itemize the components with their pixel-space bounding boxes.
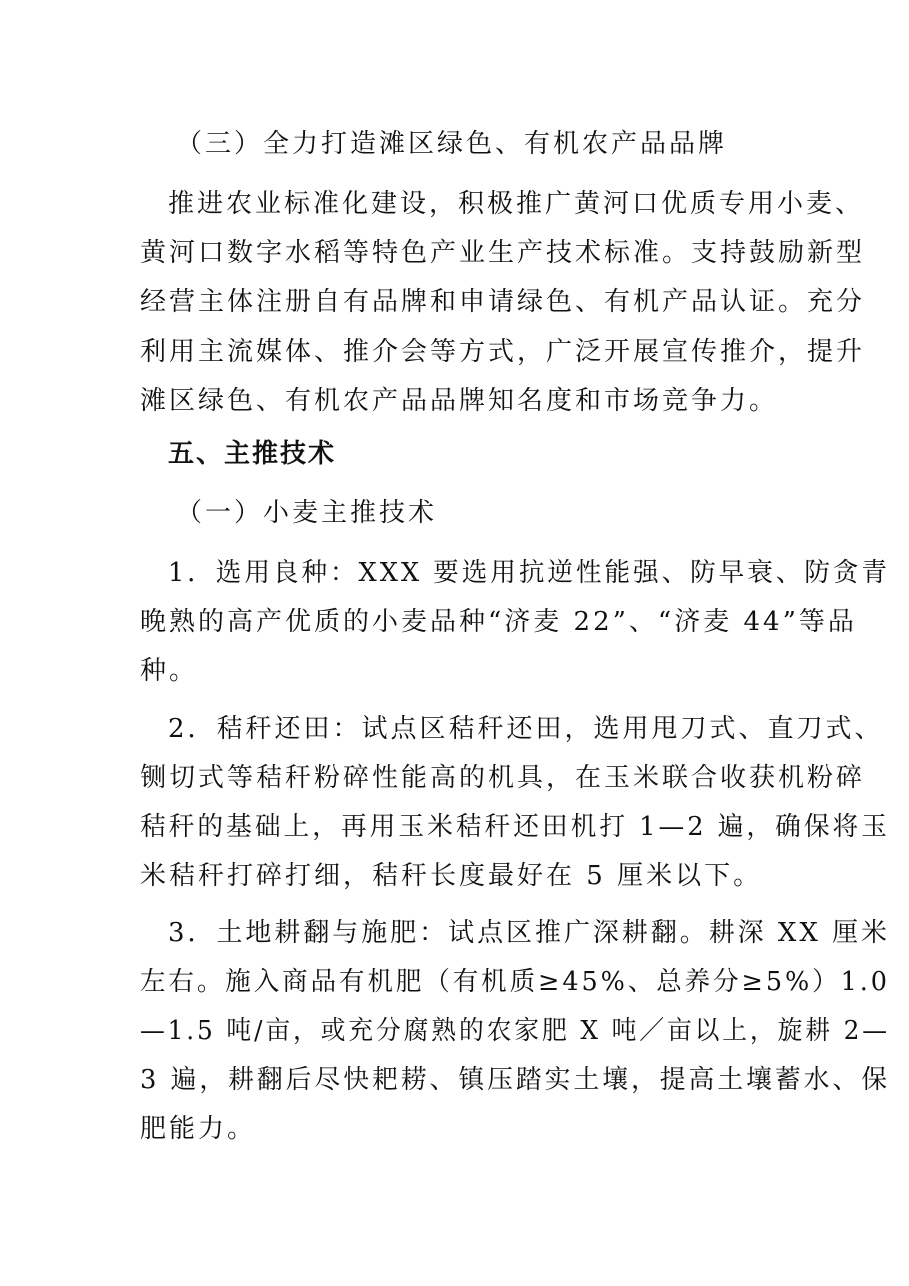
paragraph-line: 滩区绿色、有机农产品品牌知名度和市场竞争力。 — [140, 386, 779, 416]
paragraph-line: 黄河口数字水稻等特色产业生产技术标准。支持鼓励新型 — [140, 238, 866, 268]
paragraph-line: 种。 — [140, 656, 199, 686]
section-heading-3 — [0, 124, 909, 164]
paragraph-line: 3．土地耕翻与施肥：试点区推广深耕翻。耕深 XX 厘米 — [168, 918, 891, 948]
paragraph-line: 3 遍，耕翻后尽快耙耢、镇压踏实土壤，提高土壤蓄水、保 — [140, 1065, 890, 1095]
paragraph-line: 晚熟的高产优质的小麦品种“济麦 22”、“济麦 44”等品 — [140, 607, 857, 637]
paragraph-line: 2．秸秆还田：试点区秸秆还田，选用甩刀式、直刀式、 — [168, 714, 884, 744]
chapter-heading-5-text: 五、主推技术 — [168, 439, 337, 469]
paragraph-line: 经营主体注册自有品牌和申请绿色、有机产品认证。充分 — [140, 287, 866, 317]
paragraph-line: 1．选用良种：XXX 要选用抗逆性能强、防早衰、防贪青 — [168, 558, 890, 588]
paragraph-line: —1.5 吨/亩，或充分腐熟的农家肥 X 吨／亩以上，旋耕 2— — [140, 1016, 890, 1046]
paragraph-line: 米秸秆打碎打细，秸秆长度最好在 5 厘米以下。 — [140, 861, 763, 891]
paragraph-line: 左右。施入商品有机肥（有机质≥45%、总养分≥5%）1.0 — [140, 967, 890, 997]
paragraph-line: 铡切式等秸秆粉碎性能高的机具，在玉米联合收获机粉碎 — [140, 763, 866, 793]
subsection-heading-1-text: （一）小麦主推技术 — [176, 498, 438, 528]
paragraph-line: 利用主流媒体、推介会等方式，广泛开展宣传推介，提升 — [140, 337, 866, 367]
paragraph-line: 秸秆的基础上，再用玉米秸秆还田机打 1—2 遍，确保将玉 — [140, 812, 890, 842]
paragraph-line: 推进农业标准化建设，积极推广黄河口优质专用小麦、 — [168, 189, 865, 219]
paragraph-line: 肥能力。 — [140, 1114, 257, 1144]
subsection-heading-1 — [0, 493, 909, 533]
section-heading-3-text: （三）全力打造滩区绿色、有机农产品品牌 — [176, 129, 728, 159]
chapter-heading-5 — [0, 434, 909, 474]
